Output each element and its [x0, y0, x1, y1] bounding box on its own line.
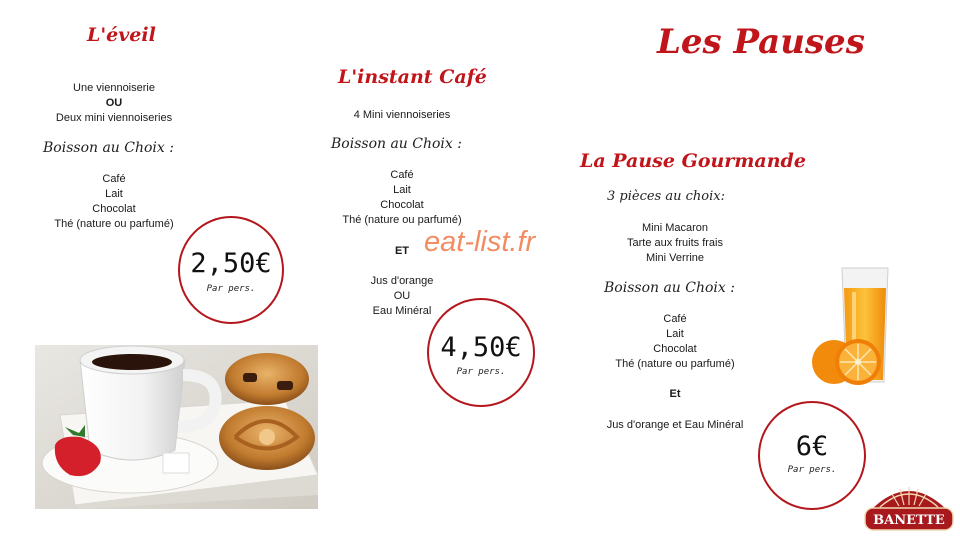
pause-gourmande-item-3: Mini Verrine — [645, 252, 705, 264]
banette-logo — [862, 479, 956, 537]
instant-cafe-extra-3: Eau Minéral — [372, 305, 432, 317]
pause-gourmande-drinks-heading: Boisson au Choix : — [604, 280, 735, 296]
pause-gourmande-subtitle: 3 pièces au choix: — [607, 189, 725, 204]
eveil-price-badge — [178, 216, 284, 324]
banette-logo-text: BANETTE — [873, 513, 945, 528]
instant-cafe-price: 4,50€ — [440, 332, 522, 363]
eveil-drink-3: Chocolat — [92, 203, 136, 215]
eveil-intro-3: Deux mini viennoiseries — [55, 112, 173, 124]
instant-cafe-drink-3: Chocolat — [380, 199, 424, 211]
pause-gourmande-item-2: Tarte aux fruits frais — [627, 237, 723, 249]
section-eveil-title: L'éveil — [87, 24, 156, 46]
section-pause-gourmande-title: La Pause Gourmande — [580, 150, 806, 172]
orange-juice-photo — [806, 266, 892, 388]
instant-cafe-extra-2: OU — [393, 290, 411, 302]
page-title: Les Pauses — [657, 22, 865, 62]
instant-cafe-and: ET — [394, 245, 410, 257]
pause-gourmande-extra: Jus d'orange et Eau Minéral — [606, 419, 744, 431]
instant-cafe-drink-4: Thé (nature ou parfumé) — [342, 214, 462, 226]
pause-gourmande-price-badge — [758, 401, 866, 510]
eveil-per-person: Par pers. — [206, 284, 256, 294]
eveil-drink-4: Thé (nature ou parfumé) — [54, 218, 174, 230]
eveil-drinks-heading: Boisson au Choix : — [43, 140, 174, 156]
pause-gourmande-drink-2: Lait — [666, 328, 684, 340]
section-instant-cafe-title: L'instant Café — [338, 66, 487, 88]
instant-cafe-per-person: Par pers. — [456, 367, 506, 377]
pause-gourmande-and: Et — [669, 388, 681, 400]
eveil-drink-2: Lait — [105, 188, 123, 200]
coffee-pastry-photo — [35, 345, 318, 509]
pause-gourmande-drink-1: Café — [663, 313, 687, 325]
watermark: eat-list.fr — [424, 226, 536, 258]
eveil-intro-1: Une viennoiserie — [73, 82, 155, 94]
instant-cafe-extra-1: Jus d'orange — [370, 275, 434, 287]
pause-gourmande-price: 6€ — [795, 431, 829, 462]
instant-cafe-drinks-heading: Boisson au Choix : — [331, 136, 462, 152]
instant-cafe-price-badge — [427, 298, 535, 407]
eveil-drink-1: Café — [102, 173, 126, 185]
instant-cafe-drink-1: Café — [390, 169, 414, 181]
pause-gourmande-drink-3: Chocolat — [653, 343, 697, 355]
pause-gourmande-per-person: Par pers. — [787, 465, 837, 475]
instant-cafe-intro: 4 Mini viennoiseries — [353, 109, 451, 121]
eveil-price: 2,50€ — [190, 248, 272, 279]
eveil-intro-2: OU — [105, 97, 123, 109]
pause-gourmande-drink-4: Thé (nature ou parfumé) — [615, 358, 735, 370]
pause-gourmande-item-1: Mini Macaron — [641, 222, 709, 234]
instant-cafe-drink-2: Lait — [393, 184, 411, 196]
